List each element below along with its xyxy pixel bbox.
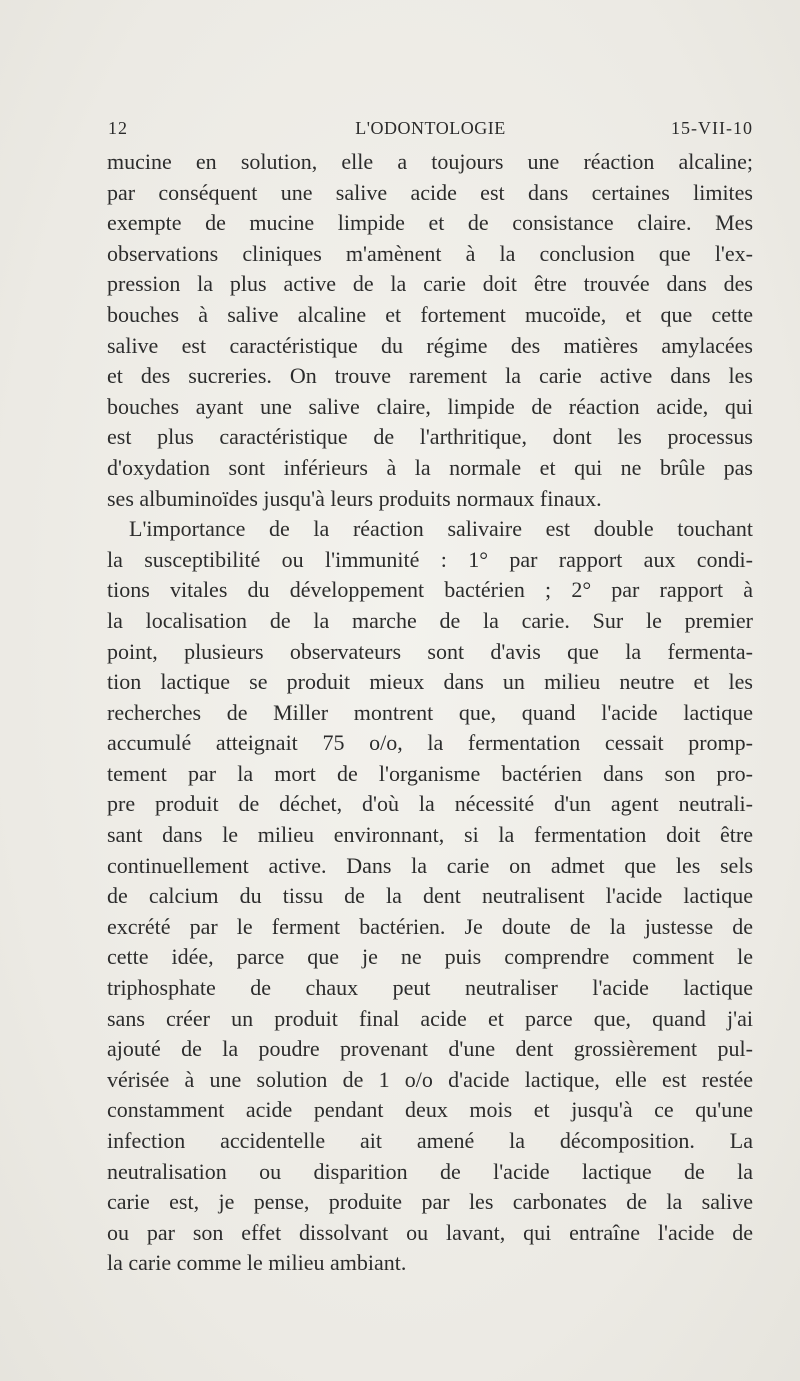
- text-line: continuellement active. Dans la carie on admet que les sels: [107, 852, 753, 878]
- text-line: ou par son effet dissolvant ou lavant, qui entraîne l'acide de: [107, 1219, 753, 1245]
- running-header: [108, 118, 753, 144]
- text-line: observations cliniques m'amènent à la conclusion que l'ex-: [107, 240, 753, 266]
- text-line: sans créer un produit final acide et parce que, quand j'ai: [107, 1005, 753, 1031]
- paragraph-2: [107, 514, 753, 1279]
- journal-title: L'ODONTOLOGIE: [355, 118, 506, 138]
- text-line: tion lactique se produit mieux dans un milieu neutre et les: [107, 669, 753, 695]
- text-line: carie est, je pense, produite par les carbonates de la salive: [107, 1189, 753, 1215]
- text-line: d'oxydation sont inférieurs à la normale et qui ne brûle pas: [107, 454, 753, 480]
- text-line: cette idée, parce que je ne puis comprendre comment le: [107, 944, 753, 970]
- text-line: bouches ayant une salive claire, limpide de réaction acide, qui: [107, 393, 753, 419]
- text-line: neutralisation ou disparition de l'acide lactique de la: [107, 1158, 753, 1184]
- text-line: pression la plus active de la carie doit être trouvée dans des: [107, 271, 753, 297]
- text-line: recherches de Miller montrent que, quand l'acide lactique: [107, 699, 753, 725]
- body-text: [107, 147, 753, 1279]
- text-line: L'importance de la réaction salivaire est double touchant: [129, 516, 753, 542]
- text-line: bouches à salive alcaline et fortement mucoïde, et que cette: [107, 301, 753, 327]
- text-line: la carie comme le milieu ambiant.: [107, 1250, 407, 1276]
- text-line: excrété par le ferment bactérien. Je doute de la justesse de: [107, 913, 753, 939]
- text-line: exempte de mucine limpide et de consistance claire. Mes: [107, 210, 753, 236]
- text-line: ses albuminoïdes jusqu'à leurs produits normaux finaux.: [107, 485, 602, 511]
- text-line: sant dans le milieu environnant, si la fermentation doit être: [107, 822, 753, 848]
- text-line: mucine en solution, elle a toujours une réaction alcaline;: [107, 149, 753, 174]
- text-line: salive est caractéristique du régime des matières amylacées: [107, 332, 753, 358]
- page-number: 12: [108, 118, 128, 138]
- text-line: accumulé atteignait 75 o/o, la fermentation cessait promp-: [107, 730, 753, 756]
- text-line: infection accidentelle ait amené la décomposition. La: [107, 1128, 753, 1153]
- text-line: et des sucreries. On trouve rarement la carie active dans les: [107, 363, 753, 389]
- text-line: la susceptibilité ou l'immunité : 1° par rapport aux condi-: [107, 546, 753, 572]
- text-line: triphosphate de chaux peut neutraliser l'acide lactique: [107, 975, 753, 1001]
- text-line: pre produit de déchet, d'où la nécessité d'un agent neutrali-: [107, 791, 753, 817]
- text-line: tions vitales du développement bactérien ; 2° par rapport à: [107, 577, 753, 603]
- paragraph-1: [107, 147, 753, 514]
- text-line: la localisation de la marche de la carie. Sur le premier: [107, 607, 753, 633]
- text-line: point, plusieurs observateurs sont d'avis que la fermenta-: [107, 638, 753, 664]
- text-line: constamment acide pendant deux mois et jusqu'à ce qu'une: [107, 1097, 753, 1123]
- text-line: par conséquent une salive acide est dans certaines limites: [107, 179, 753, 205]
- text-line: de calcium du tissu de la dent neutralisent l'acide lactique: [107, 883, 753, 909]
- text-line: tement par la mort de l'organisme bactérien dans son pro-: [107, 760, 753, 786]
- text-line: est plus caractéristique de l'arthritique, dont les processus: [107, 424, 753, 450]
- issue-date: 15-VII-10: [671, 118, 753, 138]
- text-line: ajouté de la poudre provenant d'une dent grossièrement pul-: [107, 1036, 753, 1062]
- text-line: vérisée à une solution de 1 o/o d'acide lactique, elle est restée: [107, 1066, 753, 1092]
